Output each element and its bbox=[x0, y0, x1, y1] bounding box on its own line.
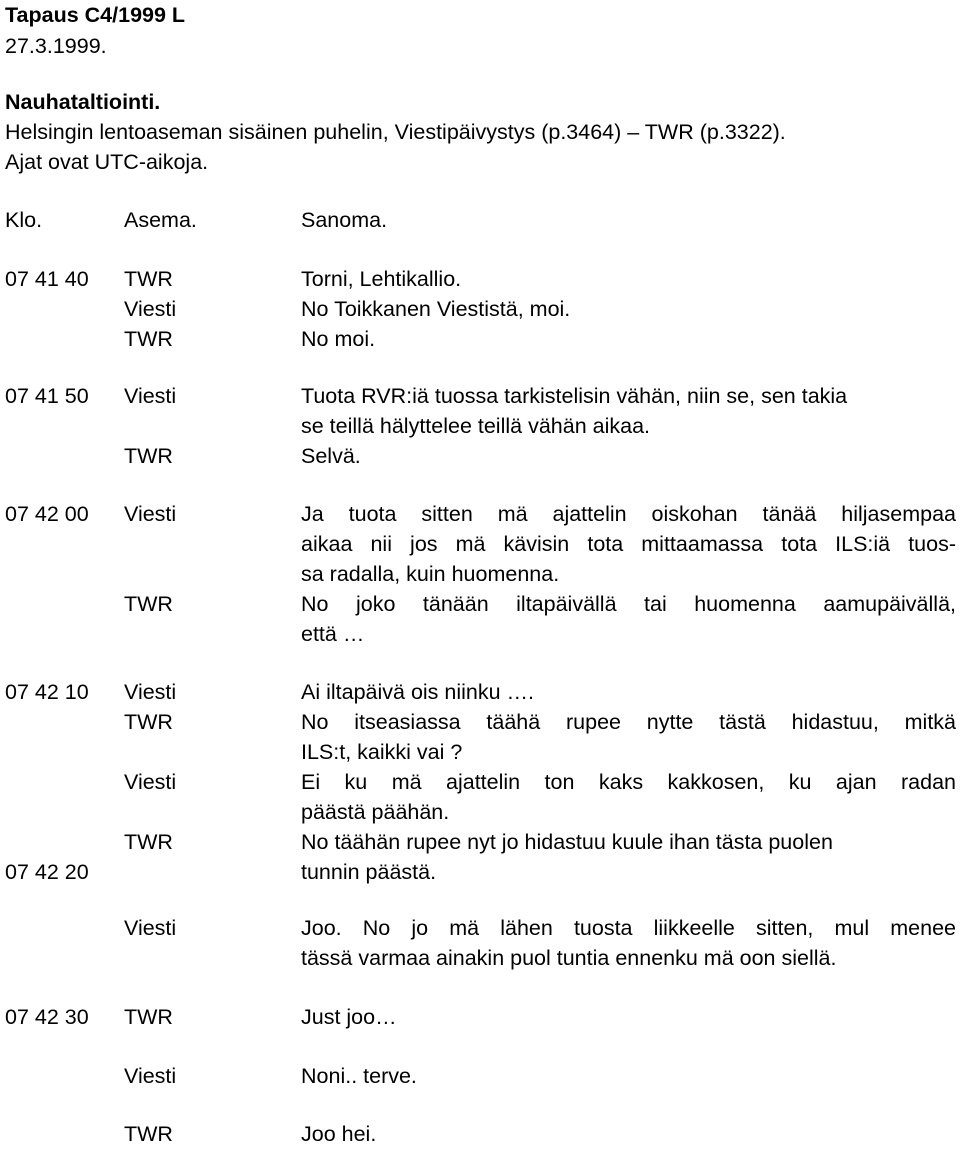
row-station: TWR bbox=[124, 1005, 173, 1029]
row-message: Selvä. bbox=[301, 444, 361, 468]
document-date: 27.3.1999. bbox=[5, 34, 107, 58]
row-station: Viesti bbox=[124, 770, 177, 794]
row-message: No täähän rupee nyt jo hidastuu kuule ihan tästa puolen bbox=[301, 830, 833, 854]
table-row bbox=[5, 767, 955, 797]
table-row bbox=[5, 294, 955, 324]
table-row bbox=[5, 857, 955, 887]
time-note: Ajat ovat UTC-aikoja. bbox=[5, 150, 209, 174]
table-row bbox=[5, 589, 955, 619]
row-message: se teillä hälyttelee teillä vähän aikaa. bbox=[301, 414, 650, 438]
table-row bbox=[5, 707, 955, 737]
row-time: 07 42 10 bbox=[5, 680, 89, 704]
row-message: päästä päähän. bbox=[301, 800, 450, 824]
table-row bbox=[5, 1119, 955, 1149]
row-station: Viesti bbox=[124, 680, 177, 704]
row-message: Torni, Lehtikallio. bbox=[301, 267, 462, 291]
row-message: Just joo… bbox=[301, 1005, 397, 1029]
row-time: 07 41 40 bbox=[5, 267, 89, 291]
table-row bbox=[5, 381, 955, 411]
table-row bbox=[5, 411, 955, 441]
row-station: TWR bbox=[124, 710, 173, 734]
row-time: 07 42 30 bbox=[5, 1005, 89, 1029]
table-row bbox=[5, 943, 955, 973]
row-message: sa radalla, kuin huomenna. bbox=[301, 562, 560, 586]
table-row bbox=[5, 913, 955, 943]
header-message: Sanoma. bbox=[301, 208, 388, 232]
row-station: TWR bbox=[124, 830, 173, 854]
document-title: Tapaus C4/1999 L bbox=[5, 3, 186, 27]
table-row bbox=[5, 499, 955, 529]
row-station: TWR bbox=[124, 1122, 173, 1146]
row-message: ILS:t, kaikki vai ? bbox=[301, 740, 463, 764]
recording-description: Helsingin lentoaseman sisäinen puhelin, Viestipäivystys (p.3464) – TWR (p.3322). bbox=[5, 120, 786, 144]
table-header bbox=[5, 205, 955, 235]
row-message: Joo hei. bbox=[301, 1122, 377, 1146]
row-message: että … bbox=[301, 622, 365, 646]
row-message: No joko tänään iltapäivällä tai huomenna aamupäivällä, bbox=[301, 592, 956, 616]
table-row bbox=[5, 1061, 955, 1091]
table-row bbox=[5, 324, 955, 354]
row-station: TWR bbox=[124, 327, 173, 351]
table-row bbox=[5, 441, 955, 471]
table-row bbox=[5, 797, 955, 827]
row-station: TWR bbox=[124, 267, 173, 291]
row-station: TWR bbox=[124, 592, 173, 616]
row-message: No itseasiassa täähä rupee nytte tästä hidastuu, mitkä bbox=[301, 710, 956, 734]
section-heading: Nauhataltiointi. bbox=[5, 90, 161, 114]
transcript-page bbox=[5, 0, 955, 1146]
row-station: Viesti bbox=[124, 384, 177, 408]
table-row bbox=[5, 737, 955, 767]
row-time: 07 42 20 bbox=[5, 860, 89, 884]
table-row bbox=[5, 619, 955, 649]
row-message: tässä varmaa ainakin puol tuntia ennenku mä oon siellä. bbox=[301, 946, 837, 970]
row-message: Ai iltapäivä ois niinku …. bbox=[301, 680, 535, 704]
row-station: Viesti bbox=[124, 1064, 177, 1088]
row-message: No moi. bbox=[301, 327, 376, 351]
row-time: 07 41 50 bbox=[5, 384, 89, 408]
header-time: Klo. bbox=[5, 208, 43, 232]
row-message: tunnin päästä. bbox=[301, 860, 437, 884]
row-station: TWR bbox=[124, 444, 173, 468]
table-row bbox=[5, 827, 955, 857]
row-message: Ei ku mä ajattelin ton kaks kakkosen, ku ajan radan bbox=[301, 770, 956, 794]
row-message: Ja tuota sitten mä ajattelin oiskohan tänää hiljasempaa bbox=[301, 502, 956, 526]
row-message: No Toikkanen Viestistä, moi. bbox=[301, 297, 571, 321]
row-time: 07 42 00 bbox=[5, 502, 89, 526]
table-row bbox=[5, 529, 955, 559]
table-row bbox=[5, 559, 955, 589]
row-station: Viesti bbox=[124, 502, 177, 526]
row-message: aikaa nii jos mä kävisin tota mittaamassa tota ILS:iä tuos- bbox=[301, 532, 956, 556]
row-message: Noni.. terve. bbox=[301, 1064, 417, 1088]
row-message: Tuota RVR:iä tuossa tarkistelisin vähän, niin se, sen takia bbox=[301, 384, 848, 408]
header-station: Asema. bbox=[124, 208, 197, 232]
row-station: Viesti bbox=[124, 916, 177, 940]
table-row bbox=[5, 677, 955, 707]
table-row bbox=[5, 1002, 955, 1032]
table-row bbox=[5, 264, 955, 294]
row-station: Viesti bbox=[124, 297, 177, 321]
row-message: Joo. No jo mä lähen tuosta liikkeelle sitten, mul menee bbox=[301, 916, 956, 940]
